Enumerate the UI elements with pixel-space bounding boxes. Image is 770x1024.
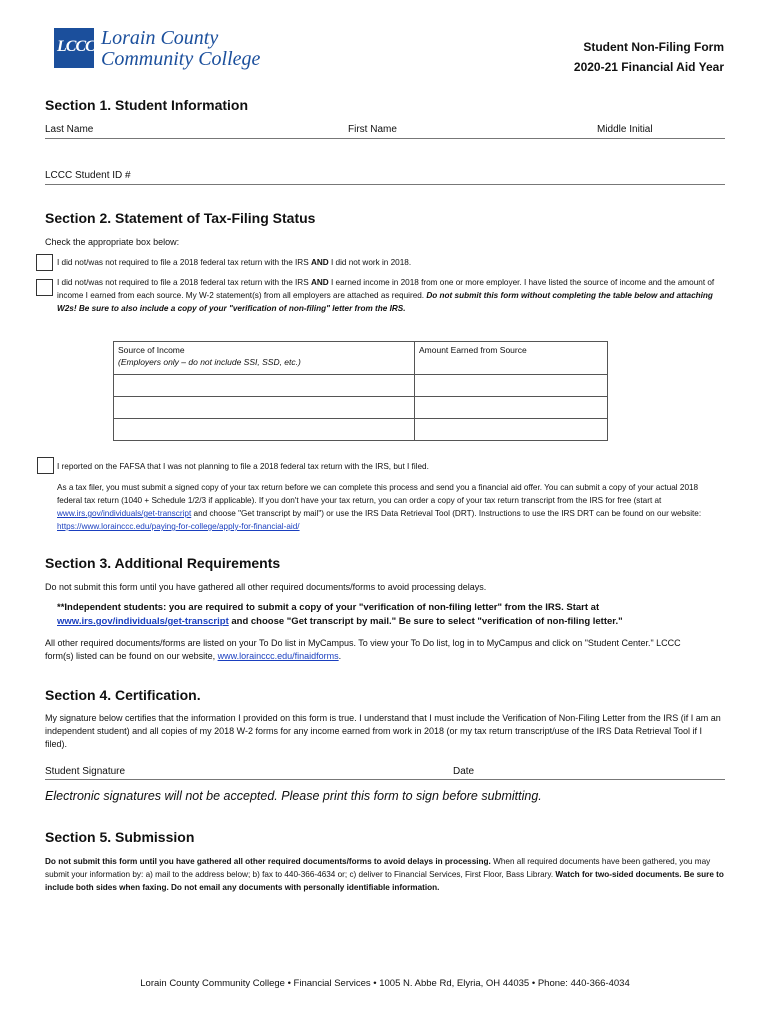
- middle-initial-label: Middle Initial: [597, 124, 653, 135]
- irs-transcript-link[interactable]: www.irs.gov/individuals/get-transcript: [57, 509, 192, 518]
- option2-text-bold: AND: [310, 278, 329, 287]
- option3-text: I reported on the FAFSA that I was not planning to file a 2018 federal tax return with the IRS, but I filed.: [57, 462, 429, 471]
- form-title: [574, 37, 724, 77]
- option1-checkbox[interactable]: [36, 254, 53, 271]
- student-id-line: [45, 184, 725, 185]
- submission-normal: When all required documents have been gathered, you may submit your information by: a) mail to the address below; b) fax to 440-366-4634 or; c) deliver to Financial Services, First Floor, Bass Library.: [45, 857, 711, 879]
- college-name-line1: Lorain County: [101, 27, 219, 49]
- amount-earned-cell[interactable]: [415, 375, 608, 397]
- submission-text: [45, 855, 725, 894]
- option2-text-pre: I did not/was not required to file a 2018 federal tax return with the IRS: [57, 278, 311, 287]
- option3-detail-part2: and choose "Get transcript by mail") or use the IRS Data Retrieval Tool (DRT). Instructions to use the IRS DRT can be found on our website:: [191, 509, 702, 518]
- section3-intro: Do not submit this form until you have gathered all other required documents/forms to avoid processing delays.: [45, 582, 487, 592]
- income-source-subtitle: (Employers only – do not include SSI, SSD, etc.): [118, 357, 301, 367]
- first-name-label: First Name: [348, 124, 397, 135]
- lccc-financial-aid-link[interactable]: https://www.lorainccc.edu/paying-for-college/apply-for-financial-aid/: [57, 522, 300, 531]
- income-table-row[interactable]: [114, 397, 608, 419]
- submission-bold-2: Watch for two-sided documents. Be sure to include both sides when faxing. Do not email any documents with personally identifiable information.: [45, 870, 724, 892]
- option1-text-pre: I did not/was not required to file a 2018 federal tax return with the IRS: [57, 258, 311, 267]
- amount-earned-cell[interactable]: [415, 419, 608, 441]
- independent-transcript-link[interactable]: www.irs.gov/individuals/get-transcript: [57, 616, 229, 627]
- independent-note-part1: **Independent students: you are required to submit a copy of your "verification of non-filing letter" from the IRS. Start at: [57, 602, 600, 613]
- logo-mark: LCCC: [57, 38, 95, 55]
- section2-heading: Section 2. Statement of Tax-Filing Status: [45, 210, 316, 226]
- option2-text: [57, 276, 722, 315]
- signature-line: [45, 779, 725, 780]
- submission-bold-1: Do not submit this form until you have gathered all other required documents/forms to avoid delays in processing.: [45, 857, 491, 866]
- college-name: [101, 28, 260, 70]
- signature-label: Student Signature: [45, 766, 126, 777]
- finaid-forms-link[interactable]: www.lorainccc.edu/finaidforms: [217, 651, 339, 661]
- todo-note-part2: .: [338, 651, 342, 661]
- section1-heading: Section 1. Student Information: [45, 97, 249, 113]
- section4-heading: Section 4. Certification.: [45, 687, 201, 703]
- income-table-row[interactable]: [114, 375, 608, 397]
- section2-instruction: Check the appropriate box below:: [45, 237, 180, 247]
- form-title-line2: 2020-21 Financial Aid Year: [573, 60, 724, 74]
- amount-earned-header: Amount Earned from Source: [415, 342, 608, 375]
- form-title-line1: Student Non-Filing Form: [583, 40, 724, 54]
- income-table-header-row: [114, 342, 608, 375]
- section3-heading: Section 3. Additional Requirements: [45, 555, 281, 571]
- todo-list-note: [45, 637, 710, 663]
- last-name-label: Last Name: [45, 124, 94, 135]
- option2-checkbox[interactable]: [36, 279, 53, 296]
- option1-text-bold: AND: [310, 258, 329, 267]
- electronic-signature-notice: Electronic signatures will not be accepted. Please print this form to sign before submitting.: [45, 789, 542, 803]
- income-source-cell[interactable]: [114, 419, 415, 441]
- option2-warning: Do not submit this form without completing the table below and attaching W2s! Be sure to also include a copy of your "verification of non-filing" letter from the IRS.: [57, 291, 713, 313]
- todo-note-part1: All other required documents/forms are listed on your To Do list in MyCampus. To view your To Do list, log in to MyCampus and click on "Student Center." LCCC form(s) listed can be found on our website,: [45, 638, 681, 661]
- income-table: [113, 341, 608, 441]
- option1-text: [57, 256, 722, 269]
- section5-heading: Section 5. Submission: [45, 829, 195, 845]
- college-logo: [54, 28, 94, 68]
- option3-checkbox[interactable]: [37, 457, 54, 474]
- independent-students-note: [57, 601, 707, 629]
- certification-text: My signature below certifies that the information I provided on this form is true. I understand that I must include the Verification of Non-Filing Letter from the IRS (if I am an independent student) and all copies of my 2018 W-2 forms for any income earned from work in 2018 (or my tax return transcript/use of the IRS Data Retrieval Tool if I filed).: [45, 713, 721, 749]
- income-source-title: Source of Income: [118, 345, 185, 355]
- independent-note-part2: and choose "Get transcript by mail." Be sure to select "verification of non-filing letter.": [228, 616, 623, 627]
- amount-earned-cell[interactable]: [415, 397, 608, 419]
- name-line: [45, 138, 725, 139]
- income-source-cell[interactable]: [114, 375, 415, 397]
- student-id-label: LCCC Student ID #: [45, 170, 131, 181]
- income-source-header: [114, 342, 415, 375]
- option3-detail: [57, 481, 717, 533]
- option2-text-post: I earned income in 2018 from one or more employer. I have listed the source of income and the amount of income I earned from each source. My W-2 statement(s) from all employers are attached as required.: [57, 278, 715, 300]
- income-source-cell[interactable]: [114, 397, 415, 419]
- income-table-row[interactable]: [114, 419, 608, 441]
- option1-text-post: I did not work in 2018.: [328, 258, 412, 267]
- date-label: Date: [453, 766, 475, 777]
- college-name-line2: Community College: [101, 48, 261, 70]
- option3-detail-part1: As a tax filer, you must submit a signed copy of your tax return before we can complete this process and send you a financial aid offer. You can submit a copy of your actual 2018 federal tax return (1040 + Schedule 1/2/3 if applicable). If you don't have your tax return, you can order a copy of your tax return transcript from the IRS for free (start at: [57, 483, 699, 505]
- footer-contact: Lorain County Community College • Financial Services • 1005 N. Abbe Rd, Elyria, OH 44035 • Phone: 440-366-4034: [140, 978, 630, 989]
